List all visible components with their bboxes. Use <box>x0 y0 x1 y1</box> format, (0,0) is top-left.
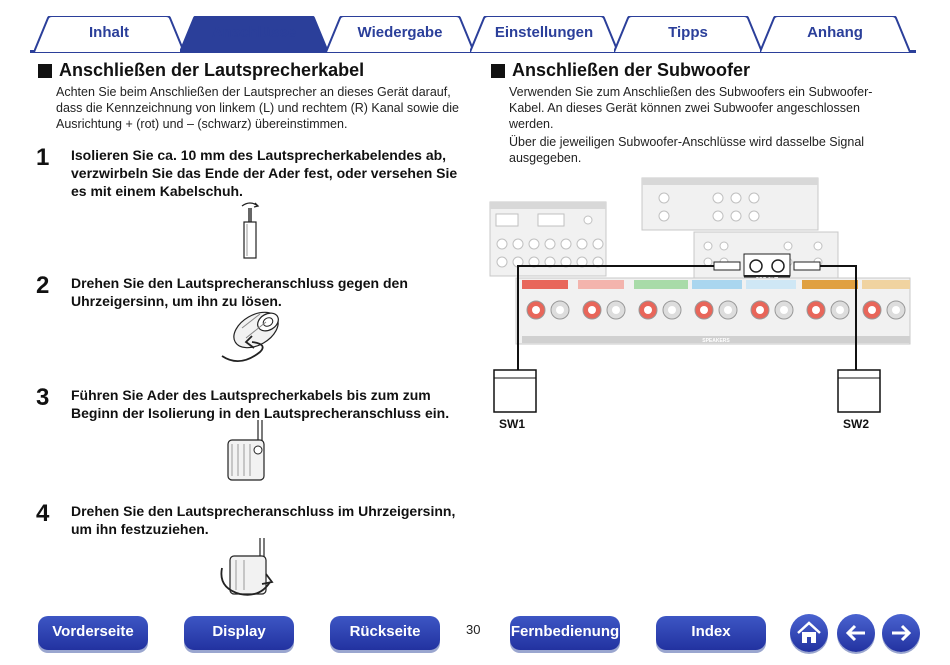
tab-anschluesse[interactable] <box>180 16 328 52</box>
arrow-right-icon <box>882 614 920 652</box>
nav-button-label: Index <box>691 623 731 640</box>
nav-button-label: Fernbedienung <box>510 623 620 640</box>
terminal-tighten-illustration <box>214 538 284 607</box>
step-text: Drehen Sie den Lautsprecheranschluss gegen den Uhrzeigersinn, um ihn zu lösen. <box>71 275 408 309</box>
sw2-label: SW2 <box>843 417 870 431</box>
nav-rueckseite-button[interactable] <box>330 616 440 650</box>
subwoofer-connection-diagram <box>488 174 920 445</box>
bullet-square-icon <box>491 64 505 78</box>
tab-tipps[interactable] <box>614 16 762 52</box>
tab-label: Einstellungen <box>494 24 594 41</box>
tab-wiedergabe[interactable] <box>326 16 474 52</box>
step-number: 1 <box>36 144 50 171</box>
nav-index-button[interactable] <box>656 616 766 650</box>
nav-button-label: Vorderseite <box>52 623 134 640</box>
step-text: Isolieren Sie ca. 10 mm des Lautsprecherkabelendes ab, verzwirbeln Sie das Ende der Ader fest, oder versehen Sie es mit einem Kabelschuh. <box>71 147 458 199</box>
tab-label: Anhang <box>807 24 863 41</box>
tab-label: Anschlüsse <box>211 24 297 41</box>
page-number: 30 <box>466 622 481 637</box>
tab-label: Inhalt <box>89 24 129 41</box>
section-title-subwoofer <box>491 60 750 81</box>
section-title-text: Anschließen der Subwoofer <box>512 60 751 80</box>
cable-insert-illustration <box>218 420 274 491</box>
nav-vorderseite-button[interactable] <box>38 616 148 650</box>
intro-paragraph: Achten Sie beim Anschließen der Lautsprecher an dieses Gerät darauf, dass die Kennzeichnung von linkem (L) und rechtem (R) Kanal sowie die Ausrichtung + (rot) und – (schwarz) übereinstimmen. <box>56 85 459 131</box>
tab-einstellungen[interactable] <box>470 16 618 52</box>
home-icon <box>790 614 828 652</box>
arrow-left-icon <box>837 614 875 652</box>
tab-inhalt[interactable] <box>34 16 184 52</box>
nav-button-label: Rückseite <box>349 623 421 640</box>
section-title-text: Anschließen der Lautsprecherkabel <box>59 60 365 80</box>
sw1-label: SW1 <box>499 417 526 431</box>
stripped-cable-illustration <box>234 198 266 265</box>
tab-label: Tipps <box>668 24 708 41</box>
nav-button-label: Display <box>212 623 266 640</box>
tab-bar <box>0 0 950 54</box>
bullet-square-icon <box>38 64 52 78</box>
step-text: Führen Sie Ader des Lautsprecherkabels bis zum zum Beginn der Isolierung in den Lautsprecheranschluss ein. <box>71 387 450 421</box>
speakers-label: SPEAKERS <box>702 338 730 344</box>
back-button[interactable] <box>837 614 875 652</box>
nav-display-button[interactable] <box>184 616 294 650</box>
terminal-loosen-illustration <box>212 308 288 375</box>
step-number: 3 <box>36 384 50 411</box>
step-text: Drehen Sie den Lautsprecheranschluss im Uhrzeigersinn, um ihn festzuziehen. <box>71 503 456 537</box>
forward-button[interactable] <box>882 614 920 652</box>
tab-anhang[interactable] <box>760 16 910 52</box>
subwoofer-paragraph-1: Verwenden Sie zum Anschließen des Subwoofers ein Subwoofer-Kabel. An dieses Gerät können zwei Subwoofer angeschlossen werden. <box>509 85 873 131</box>
step-number: 2 <box>36 272 50 299</box>
section-title-speaker-cables <box>38 60 364 81</box>
tab-label: Wiedergabe <box>357 24 443 41</box>
nav-fernbedienung-button[interactable] <box>510 616 620 650</box>
step-number: 4 <box>36 500 50 527</box>
home-button[interactable] <box>790 614 828 652</box>
subwoofer-paragraph-2: Über die jeweiligen Subwoofer-Anschlüsse wird dasselbe Signal ausgegeben. <box>509 135 865 165</box>
